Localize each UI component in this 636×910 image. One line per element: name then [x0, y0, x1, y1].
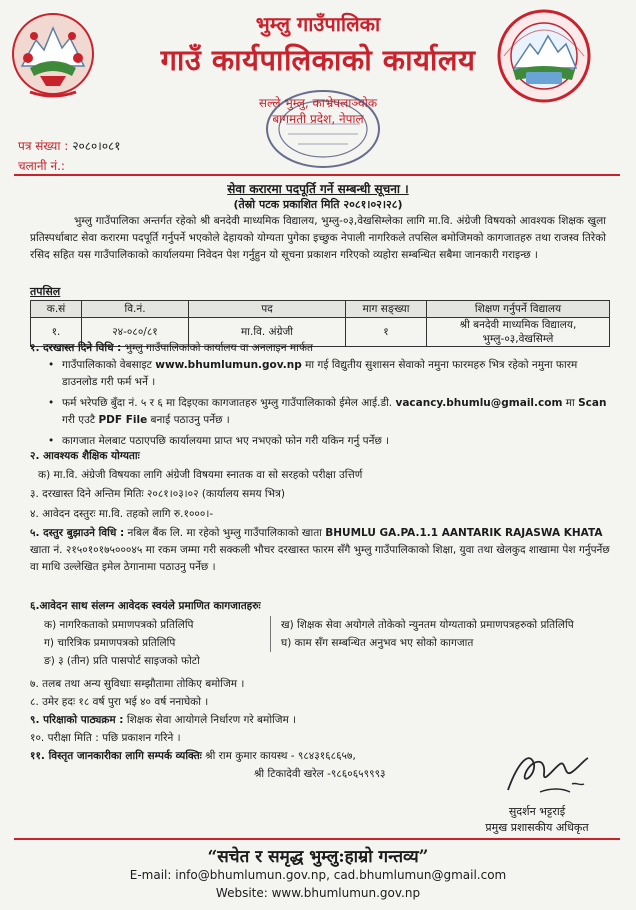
section-5-text-cont: खाता नं. २१५०१०१७५०००४५ मा रकम जम्मा गरी सक्कली भौचर दरखास्त फारम सँगै भुम्लु गाउँपालिकाको शिक्षा, युवा तथा खेलकुद शाखामा पेश गर्नुपर्नेछ वा माथि उल्लेखित इमेल ठेगानामा पठाउनु पर्नेछ ।	[30, 544, 610, 573]
cell-post: मा.वि. अंग्रेजी	[189, 318, 346, 347]
section-documents	[30, 598, 612, 614]
section-2-label: २. आवश्यक शैक्षिक योग्यताः	[30, 450, 140, 462]
website-link[interactable]: www.bhumlumun.gov.np	[155, 359, 302, 371]
step-1-text: गाउँपालिकाको वेबसाइट	[62, 359, 152, 371]
section-1-text: भुम्लु गाउँपालिकाको कार्यालय वा अनलाइन मार्फत	[124, 342, 313, 354]
cell-serial: १.	[31, 318, 82, 347]
dispatch-number	[18, 156, 121, 176]
contact-person-2: श्री टिकादेवी खरेल -९८६०६५९९९३	[254, 768, 386, 780]
section-9-text: शिक्षक सेवा आयोगले निर्धारण गरे बमोजिम ।	[126, 714, 297, 726]
footer-website: Website: www.bhumlumun.gov.np	[215, 886, 421, 900]
section-1-label: १. दरखास्त दिने विधि :	[30, 342, 122, 354]
footer-email: E-mail: info@bhumlumun.gov.np, cad.bhumlumun@gmail.com	[129, 868, 507, 882]
footer-slogan: “सचेत र समृद्ध भुम्लु:हाम्रो गन्तव्य”	[207, 847, 429, 867]
schedule-header-row	[31, 301, 610, 318]
step-3-text: कागजात मेलबाट पठाएपछि कार्यालयमा प्राप्त भए नभएको फोन गरी यकिन गर्नु पर्नेछ ।	[62, 435, 390, 447]
header-ad-number: वि.नं.	[82, 301, 189, 318]
letterhead-divider	[14, 174, 620, 176]
cell-ad-number: २४-०८०/८१	[82, 318, 189, 347]
signatory-designation: प्रमुख प्रशासकीय अधिकृत	[485, 821, 589, 834]
bank-account-name: BHUMLU GA.PA.1.1 AANTARIK RAJASWA KHATA	[325, 527, 603, 539]
section-fee: ४. आवेदन दस्तुरः मा.वि. तहको लागि रु.१०००।-	[30, 508, 214, 520]
dispatch-label: चलानी नं.:	[18, 159, 65, 173]
address-line-1: सल्ले भुम्लु, काभ्रेपलाञ्चोक	[258, 96, 378, 110]
municipality-name: भुम्लु गाउँपालिका	[255, 12, 381, 36]
signature-icon	[500, 742, 596, 806]
section-deadline: ३. दरखास्त दिने अन्तिम मितिः २०८१।०३।०२ (कार्यालय समय भित्र)	[30, 488, 285, 500]
step-2-text-mid: मा	[565, 397, 575, 409]
section-exam-date: १०. परीक्षा मिति : पछि प्रकाशन गरिने ।	[30, 732, 181, 744]
vacancy-email-link[interactable]: vacancy.bhumlu@gmail.com	[395, 397, 563, 409]
section-payment-method	[30, 525, 612, 576]
application-steps-list	[48, 357, 610, 450]
step-2-pdf: PDF File	[98, 414, 148, 426]
table-row	[44, 634, 616, 652]
section-salary: ७. तलब तथा अन्य सुविधाः सम्झौतामा तोकिए बमोजिम ।	[30, 678, 245, 690]
doc-experience: घ) काम सँग सम्बन्धित अनुभव भए सोको कागजात	[281, 637, 474, 649]
address-line-2: बागमती प्रदेश, नेपाल	[272, 112, 364, 126]
doc-character-certificate: ग) चारित्रिक प्रमाणपत्रको प्रतिलिपि	[44, 634, 271, 652]
qualification-item: क) मा.वि. अंग्रेजी विषयका लागि अंग्रेजी विषयमा स्नातक वा सो सरहको परीक्षा उत्तिर्ण	[38, 469, 363, 481]
doc-citizenship: क) नागरिकताको प्रमाणपत्रको प्रतिलिपि	[44, 616, 271, 634]
reference-number	[18, 136, 121, 156]
section-age-limit: ८. उमेर हदः १८ वर्ष पुरा भई ४० वर्ष ननाघेको ।	[30, 696, 209, 708]
footer-divider	[14, 838, 620, 840]
reference-block	[18, 136, 121, 176]
step-2-text-post: बनाई पठाउनु पर्नेछ ।	[150, 414, 230, 426]
section-syllabus	[30, 712, 612, 728]
step-2-scan: Scan	[578, 397, 607, 409]
section-11-label: ११. विस्तृत जानकारीका लागि सम्पर्क व्यक्तिः	[30, 750, 202, 762]
list-item	[48, 395, 610, 429]
step-2-text: फर्म भरेपछि बुँदा नं. ५ र ६ मा दिइएका कागजातहरु भुम्लु गाउँपालिकाको ईमेल आई.डी.	[62, 397, 393, 409]
section-application-method	[30, 340, 612, 356]
cell-demand: १	[346, 318, 427, 347]
list-item	[48, 357, 610, 391]
signatory-name: सुदर्शन भट्टराई	[508, 805, 566, 818]
header-post: पद	[189, 301, 346, 318]
header-serial: क.सं	[31, 301, 82, 318]
section-5-text: नबिल बैंक लि. मा रहेको भुम्लु गाउँपालिकाको खाता	[127, 527, 322, 539]
table-row	[44, 616, 616, 634]
doc-photo: ङ) ३ (तीन) प्रति पासपोर्ट साइजको फोटो	[44, 655, 200, 667]
reference-label: पत्र संख्या :	[18, 139, 69, 153]
municipality-logo-icon	[496, 8, 592, 104]
section-5-label: ५. दस्तुर बुझाउने विधि :	[30, 527, 125, 539]
step-2-text-mid2: गरी एउटै	[62, 414, 96, 426]
doc-teaching-license: ख) शिक्षक सेवा अयोगले तोकेको न्युनतम योग्यताको प्रमाणपत्रहरुको प्रतिलिपि	[281, 619, 574, 631]
schedule-heading: तपसिल	[30, 285, 61, 298]
notice-intro: भुम्लु गाउँपालिका अन्तर्गत रहेको श्री बनदेवी माध्यमिक विद्यालय, भुम्लु-०३,वेखसिम्लेका लागि मा.वि. अंग्रेजी विषयको आवश्यक शिक्षक खुला प्रतिस्पर्धाबाट सेवा करारमा पदपूर्ति गर्नुपर्ने भएकोले देहायको योग्यता पुगेका इच्छुक नेपाली नागरिकले तपसिल बमोजिमको कागजातहरु तथा राजस्व तिरेको रसिद सहित यस गाउँपालिकाको कार्यालयमा निवेदन पेश गर्नुहुन यो सूचना प्रकाशन गरिएको व्यहोरा सम्बन्धित सबैमा जानकारी गराइन्छ ।	[30, 215, 606, 261]
section-qualification	[30, 448, 612, 464]
documents-grid	[44, 616, 616, 670]
reference-value: २०८०।०८१	[72, 139, 121, 153]
notice-subtitle: (तेस्रो पटक प्रकाशित मिति २०८१।०२।२८)	[233, 198, 403, 211]
header-demand: माग सङ्ख्या	[346, 301, 427, 318]
header-school: शिक्षण गर्नुपर्ने विद्यालय	[427, 301, 610, 318]
step-1-text-cont: मा गई विद्युतीय सुशासन सेवाको नमुना फारमहरु भित्र रहेको नमुना फारम डाउनलोड गरी फर्म भर्ने ।	[62, 359, 578, 388]
section-6-label: ६.आवेदन साथ संलग्न आवेदक स्वयंले प्रमाणित कागजातहरुः	[30, 600, 261, 612]
office-name: गाउँ कार्यपालिकाको कार्यालय	[160, 43, 476, 77]
notice-title: सेवा करारमा पदपूर्ति गर्ने सम्बन्धी सूचना ।	[227, 182, 409, 196]
section-9-label: ९. परिक्षाको पाठ्यक्रम :	[30, 714, 124, 726]
contact-person-1: श्री राम कुमार कायस्थ - ९८४३१६८६५७,	[205, 750, 356, 762]
office-stamp-icon	[258, 84, 388, 174]
cell-school: श्री बनदेवी माध्यमिक विद्यालय, भुम्लु-०३,वेखसिम्ले	[427, 318, 610, 347]
table-row	[44, 652, 616, 670]
